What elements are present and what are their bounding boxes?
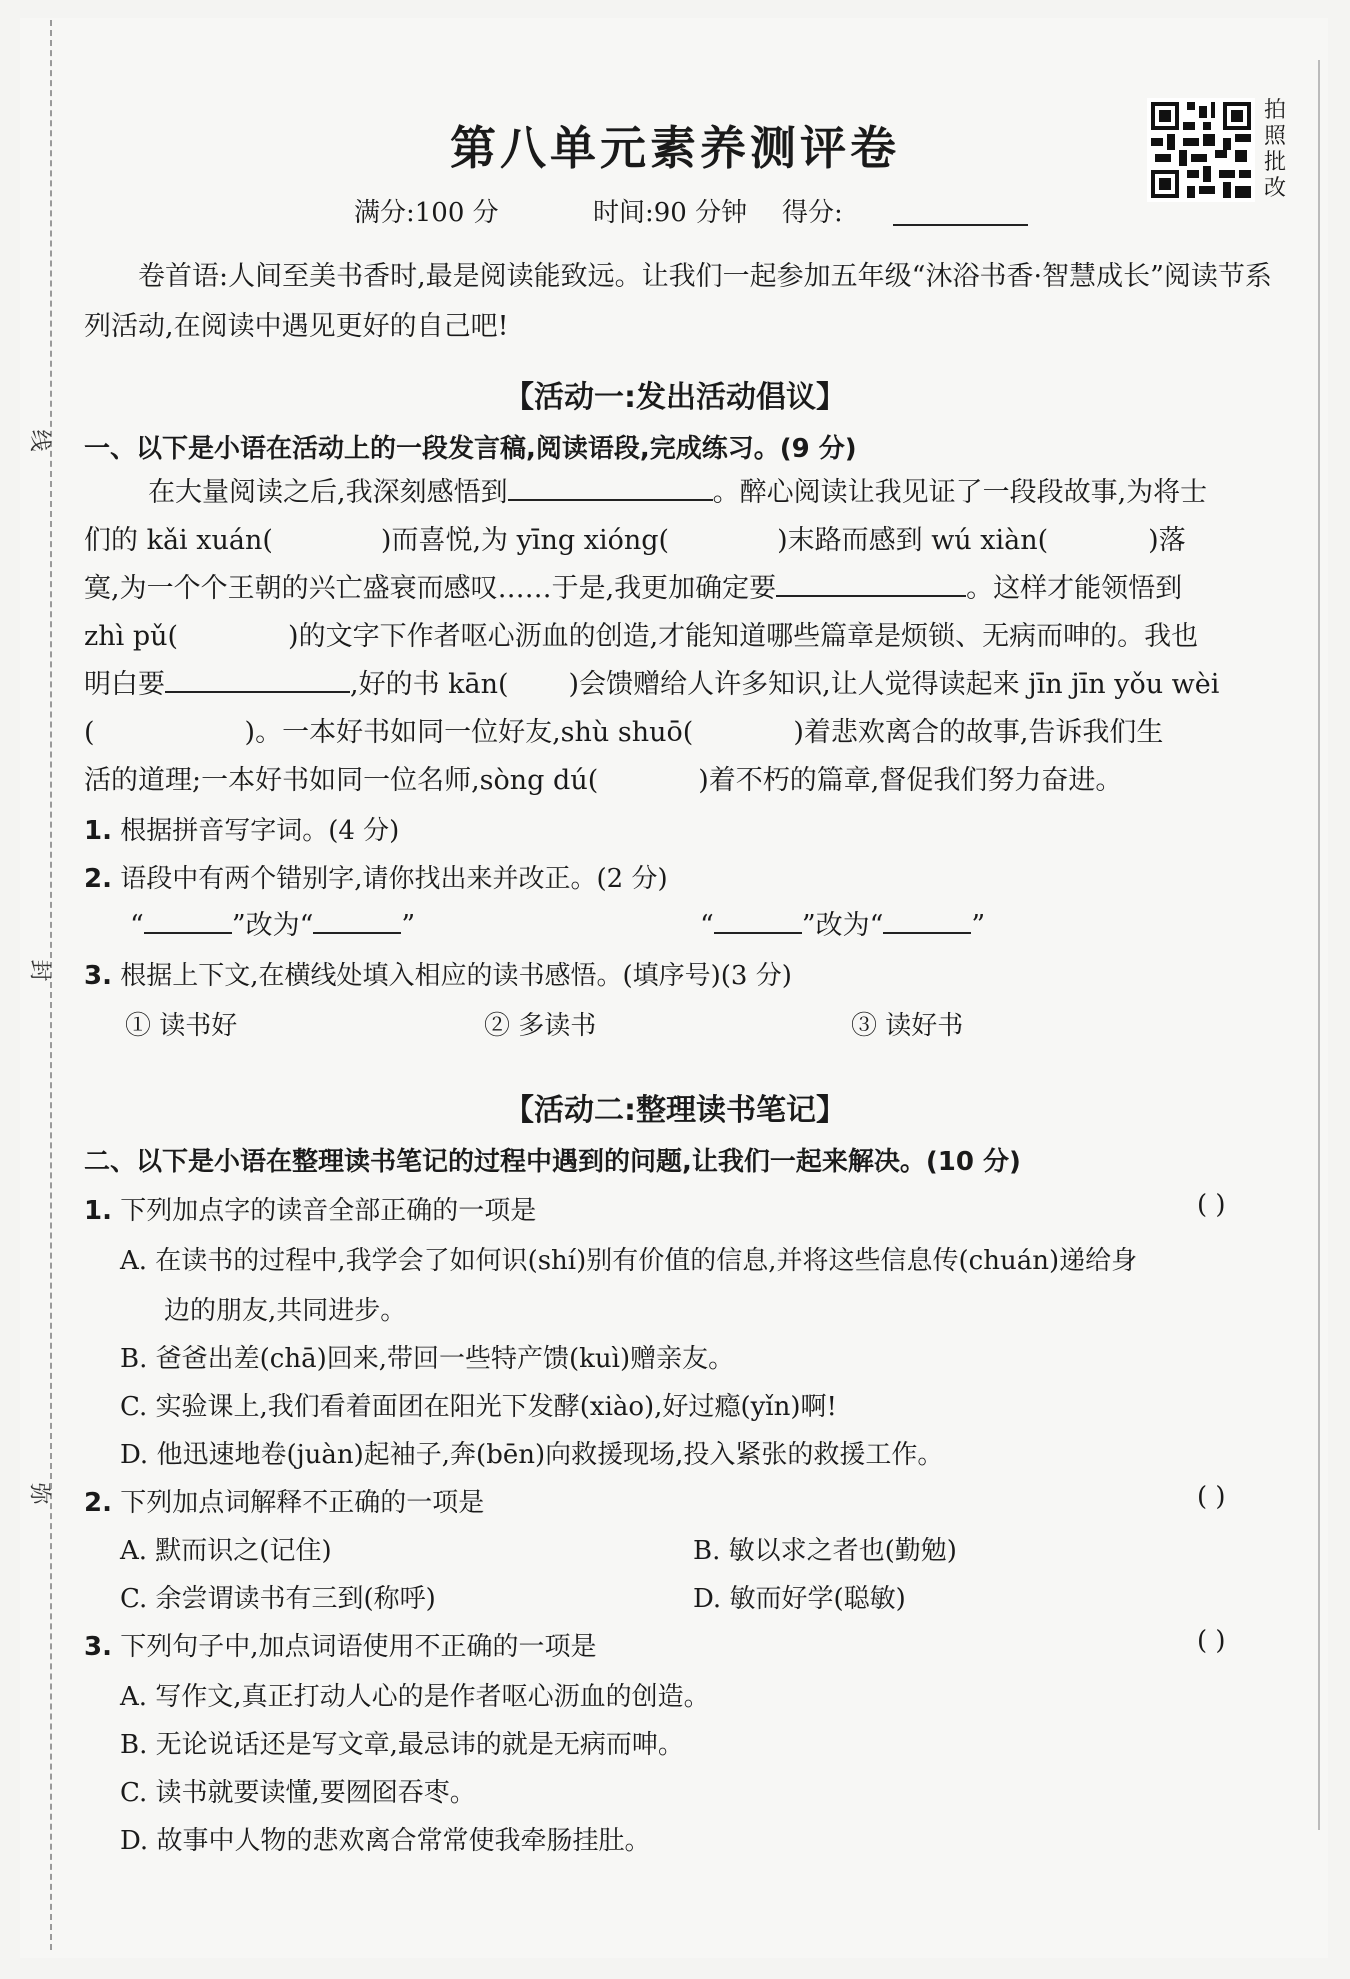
option-1: ① 读书好 <box>125 1011 238 1041</box>
option-2: ② 多读书 <box>484 1011 597 1041</box>
correct-char-blank[interactable] <box>313 906 401 934</box>
score-label: 得分: <box>782 198 843 228</box>
fill-blank[interactable] <box>165 665 350 693</box>
q2-3-option-c: C. 读书就要读懂,要囫囵吞枣。 <box>120 1778 476 1808</box>
q2-sub3: 3. 下列句子中,加点词语使用不正确的一项是 <box>84 1632 597 1662</box>
margin-char-mi: 弥 <box>26 1482 52 1505</box>
passage-line-6: ( )。一本好书如同一位好友,shù shuō( )着悲欢离合的故事,告诉我们生 <box>84 717 1164 748</box>
q2-2-option-c: C. 余尝谓读书有三到(称呼) <box>120 1584 436 1614</box>
margin-char-xian: 线 <box>26 429 52 452</box>
passage-line-7: 活的道理;一本好书如同一位名师,sòng dú( )着不朽的篇章,督促我们努力奋进。 <box>84 765 1123 796</box>
q1-sub3: 3. 根据上下文,在横线处填入相应的读书感悟。(填序号)(3 分) <box>84 961 792 991</box>
page-title: 第八单元素养测评卷 <box>450 121 900 175</box>
right-border-line <box>1318 60 1320 1830</box>
question-one-title: 一、以下是小语在活动上的一段发言稿,阅读语段,完成练习。(9 分) <box>84 434 857 464</box>
intro-paragraph: 卷首语:人间至美书香时,最是阅读能致远。让我们一起参加五年级“沐浴书香·智慧成长”阅读节系列活动,在阅读中遇见更好的自己吧! <box>84 261 1272 342</box>
q2-1-option-a-cont: 边的朋友,共同进步。 <box>164 1296 407 1326</box>
q1-sub2: 2. 语段中有两个错别字,请你找出来并改正。(2 分) <box>84 864 668 894</box>
fill-blank[interactable] <box>776 569 966 597</box>
passage-line-2: 们的 kǎi xuán( )而喜悦,为 yīng xióng( )末路而感到 wú xiàn( )落 <box>84 525 1186 556</box>
q2-2-option-d: D. 敏而好学(聪敏) <box>693 1584 906 1614</box>
score-input-line[interactable] <box>893 224 1028 226</box>
q2-1-option-a: A. 在读书的过程中,我学会了如何识(shí)别有价值的信息,并将这些信息传(chuán)递给身 <box>120 1246 1138 1276</box>
q2-3-option-b: B. 无论说话还是写文章,最忌讳的就是无病而呻。 <box>120 1730 684 1760</box>
wrong-char-blank[interactable] <box>714 906 802 934</box>
question-two-title: 二、以下是小语在整理读书笔记的过程中遇到的问题,让我们一起来解决。(10 分) <box>84 1147 1021 1177</box>
answer-paren[interactable]: ( ) <box>1197 1482 1226 1512</box>
qr-label: 拍 照 批 改 <box>1264 98 1287 201</box>
q2-1-option-c: C. 实验课上,我们看着面团在阳光下发酵(xiào),好过瘾(yǐn)啊! <box>120 1392 837 1422</box>
margin-char-feng: 封 <box>26 959 52 982</box>
answer-paren[interactable]: ( ) <box>1197 1626 1226 1656</box>
qr-code-icon[interactable] <box>1147 98 1255 202</box>
q2-1-option-b: B. 爸爸出差(chā)回来,带回一些特产馈(kuì)赠亲友。 <box>120 1344 735 1374</box>
passage-line-1: 在大量阅读之后,我深刻感悟到 。醉心阅读让我见证了一段段故事,为将士 <box>148 470 1207 509</box>
passage-line-3: 寞,为一个个王朝的兴亡盛衰而感叹……于是,我更加确定要 。这样才能领悟到 <box>84 566 1182 605</box>
q2-2-option-a: A. 默而识之(记住) <box>120 1536 332 1566</box>
activity-two-heading: 【活动二:整理读书笔记】 <box>504 1093 846 1128</box>
activity-one-heading: 【活动一:发出活动倡议】 <box>504 380 846 415</box>
q2-1-option-d: D. 他迅速地卷(juàn)起袖子,奔(bēn)向救援现场,投入紧张的救援工作。 <box>120 1440 944 1470</box>
q2-sub2: 2. 下列加点词解释不正确的一项是 <box>84 1488 485 1518</box>
q2-3-option-a: A. 写作文,真正打动人心的是作者呕心沥血的创造。 <box>120 1682 710 1712</box>
option-3: ③ 读好书 <box>851 1011 964 1041</box>
time-limit: 时间:90 分钟 <box>593 198 748 228</box>
q2-2-option-b: B. 敏以求之者也(勤勉) <box>693 1536 957 1566</box>
wrong-char-blank[interactable] <box>144 906 232 934</box>
fill-blank[interactable] <box>508 473 713 501</box>
q1-sub1: 1. 根据拼音写字词。(4 分) <box>84 816 400 846</box>
correction-pair-1: “ ”改为“ ” <box>130 903 415 942</box>
full-score: 满分:100 分 <box>354 198 499 228</box>
answer-paren[interactable]: ( ) <box>1197 1190 1226 1220</box>
q2-3-option-d: D. 故事中人物的悲欢离合常常使我牵肠挂肚。 <box>120 1826 651 1856</box>
passage-line-5: 明白要 ,好的书 kān( )会馈赠给人许多知识,让人觉得读起来 jīn jīn yǒu wèi <box>84 662 1219 701</box>
correction-pair-2: “ ”改为“ ” <box>700 903 985 942</box>
binding-dashed-line <box>50 20 52 1950</box>
correct-char-blank[interactable] <box>883 906 971 934</box>
q2-sub1: 1. 下列加点字的读音全部正确的一项是 <box>84 1196 537 1226</box>
passage-line-4: zhì pǔ( )的文字下作者呕心沥血的创造,才能知道哪些篇章是烦锁、无病而呻的。我也 <box>84 621 1199 652</box>
